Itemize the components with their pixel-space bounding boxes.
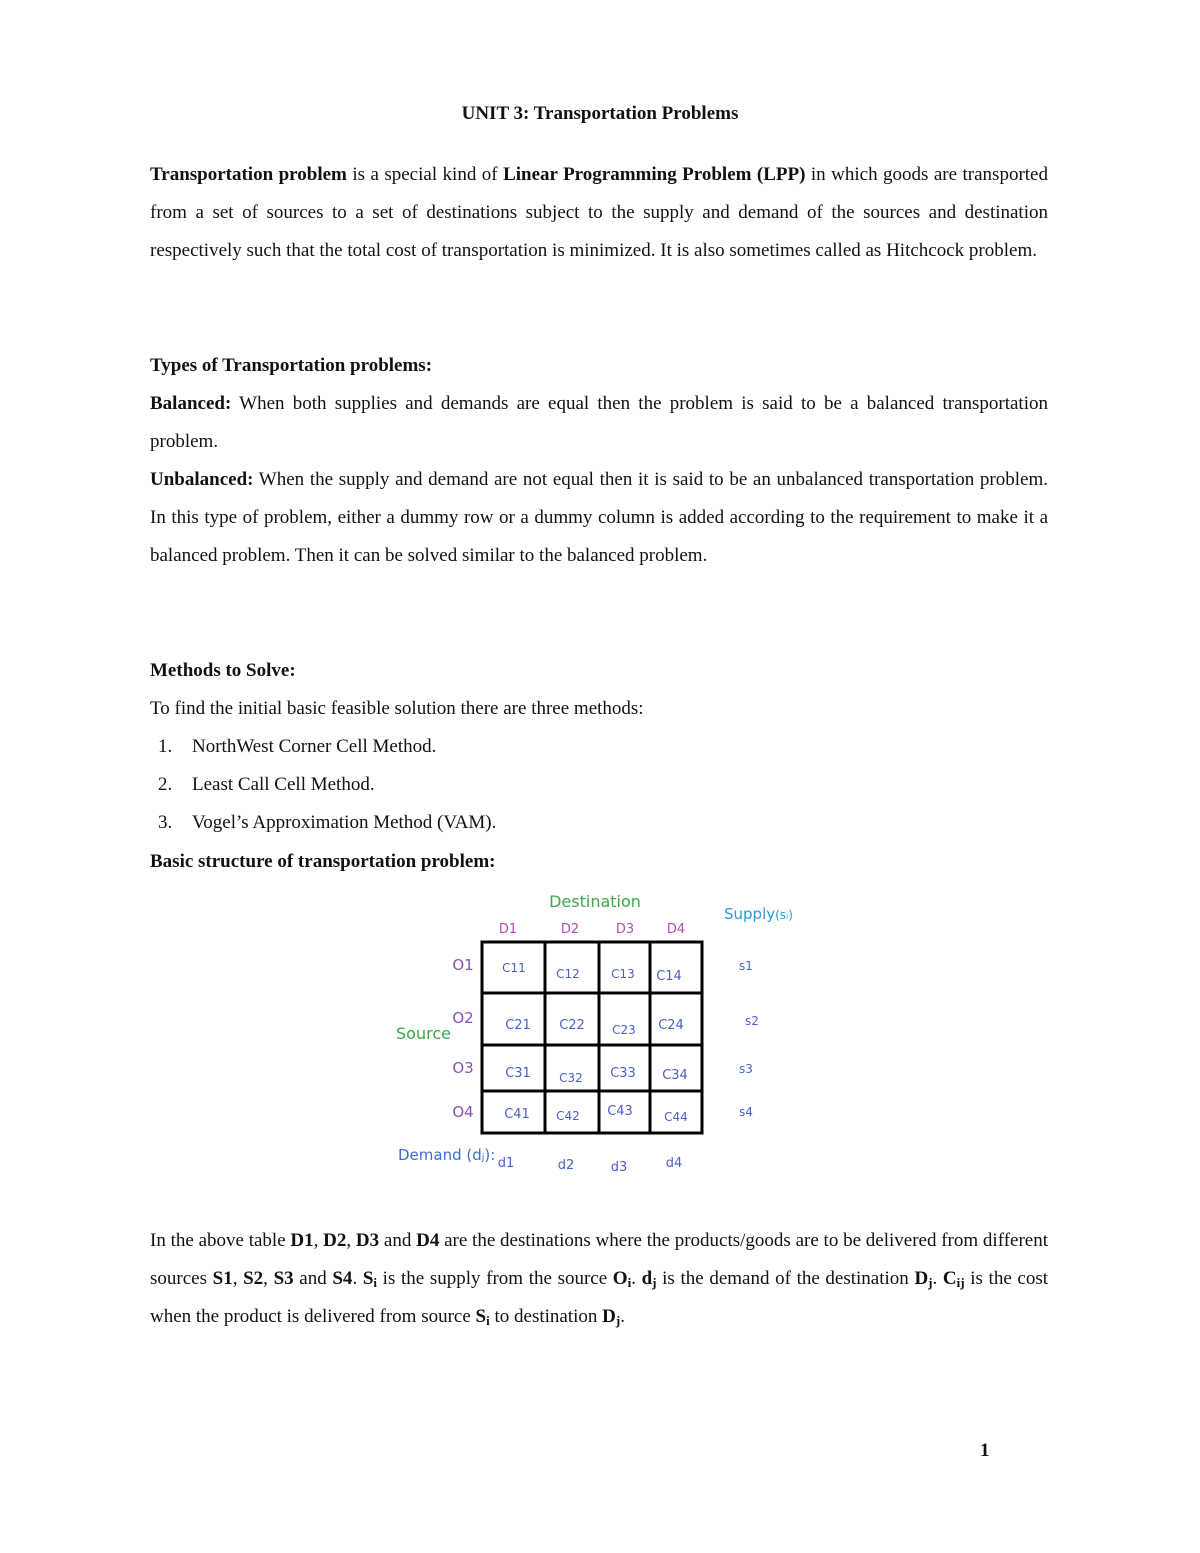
supply-s2: s2 xyxy=(745,1014,759,1028)
methods-list xyxy=(150,728,496,842)
row-header-o4: O4 xyxy=(452,1103,474,1121)
cost-cell: C14 xyxy=(656,969,682,984)
unbalanced-paragraph: Unbalanced: When the supply and demand are not equal then it is said to be an unbalanced transportation problem. In this type of problem, either a dummy row or a dummy column is added according to the requirement to make it a balanced problem. Then it can be solved similar to the balanced problem. xyxy=(150,469,1048,566)
cost-cell: C33 xyxy=(610,1066,636,1081)
balanced-paragraph: Balanced: When both supplies and demands are equal then the problem is said to be a balanced transportation problem. xyxy=(150,393,1048,452)
page-title: UNIT 3: Transportation Problems xyxy=(461,103,739,124)
cost-cell: C21 xyxy=(505,1018,531,1033)
destination-label: Destination xyxy=(549,892,641,911)
cost-cell: C32 xyxy=(559,1071,583,1085)
row-header-o2: O2 xyxy=(452,1009,474,1027)
cost-cell: C24 xyxy=(658,1018,684,1033)
column-header-d1: D1 xyxy=(498,922,518,937)
explanation-paragraph: In the above table D1, D2, D3 and D4 are the destinations where the products/goods are to be delivered from different sources S1, S2, S3 and S4. $S_i$ is the supply from the source $O_i$. $d_j$ is the demand of the destination $D_j$. $C_{ij}$ is the cost when the product is delivered from source $S_i$ to destination $D_j$. xyxy=(150,1230,1049,1328)
demand-d1: d1 xyxy=(497,1156,515,1171)
cost-cell: C12 xyxy=(556,967,580,981)
unbalanced-label: Unbalanced: xyxy=(150,469,254,490)
types-heading: Types of Transportation problems: xyxy=(150,355,433,376)
supply-s4: s4 xyxy=(739,1105,753,1119)
source-label: Source xyxy=(396,1024,451,1043)
column-header-d2: D2 xyxy=(560,922,580,937)
supply-label: Supply(sᵢ) xyxy=(724,905,793,923)
demand-d2: d2 xyxy=(557,1158,575,1173)
methods-intro: To find the initial basic feasible solution there are three methods: xyxy=(150,698,644,719)
column-header-d4: D4 xyxy=(666,922,686,937)
row-header-o1: O1 xyxy=(452,956,474,974)
cost-cell: C43 xyxy=(607,1104,633,1119)
term-lpp: Linear Programming Problem (LPP) xyxy=(503,164,806,185)
cost-cell: C31 xyxy=(505,1066,531,1081)
cost-cell: C44 xyxy=(664,1110,688,1124)
transportation-table-diagram xyxy=(390,885,820,1185)
methods-heading: Methods to Solve: xyxy=(150,660,296,681)
list-item: 2. Least Call Cell Method. xyxy=(158,774,375,795)
demand-d3: d3 xyxy=(610,1160,628,1175)
supply-s3: s3 xyxy=(739,1062,753,1076)
column-header-d3: D3 xyxy=(615,922,635,937)
demand-label: Demand (dⱼ): xyxy=(398,1146,496,1164)
balanced-label: Balanced: xyxy=(150,393,232,414)
row-header-o3: O3 xyxy=(452,1059,474,1077)
list-item: 1. NorthWest Corner Cell Method. xyxy=(158,736,437,757)
intro-paragraph: Transportation problem is a special kind of Linear Programming Problem (LPP) in which goods are transported from a set of sources to a set of destinations subject to the supply and demand of the sources and destination respectively such that the total cost of transportation is minimized. It is also sometimes called as Hitchcock problem. xyxy=(150,164,1048,261)
cost-cell: C22 xyxy=(559,1018,585,1033)
page-number: 1 xyxy=(980,1440,990,1461)
cost-cell: C41 xyxy=(504,1107,530,1122)
cost-cell: C23 xyxy=(612,1023,636,1037)
cost-cell: C34 xyxy=(662,1068,688,1083)
cost-cell: C13 xyxy=(611,967,635,981)
list-item: 3. Vogel’s Approximation Method (VAM). xyxy=(158,812,497,833)
structure-heading: Basic structure of transportation problem: xyxy=(150,851,496,872)
supply-s1: s1 xyxy=(739,959,753,973)
cost-cell: C11 xyxy=(502,961,526,975)
demand-d4: d4 xyxy=(665,1156,683,1171)
cost-cell: C42 xyxy=(556,1109,580,1123)
term-transportation-problem: Transportation problem xyxy=(150,164,347,185)
